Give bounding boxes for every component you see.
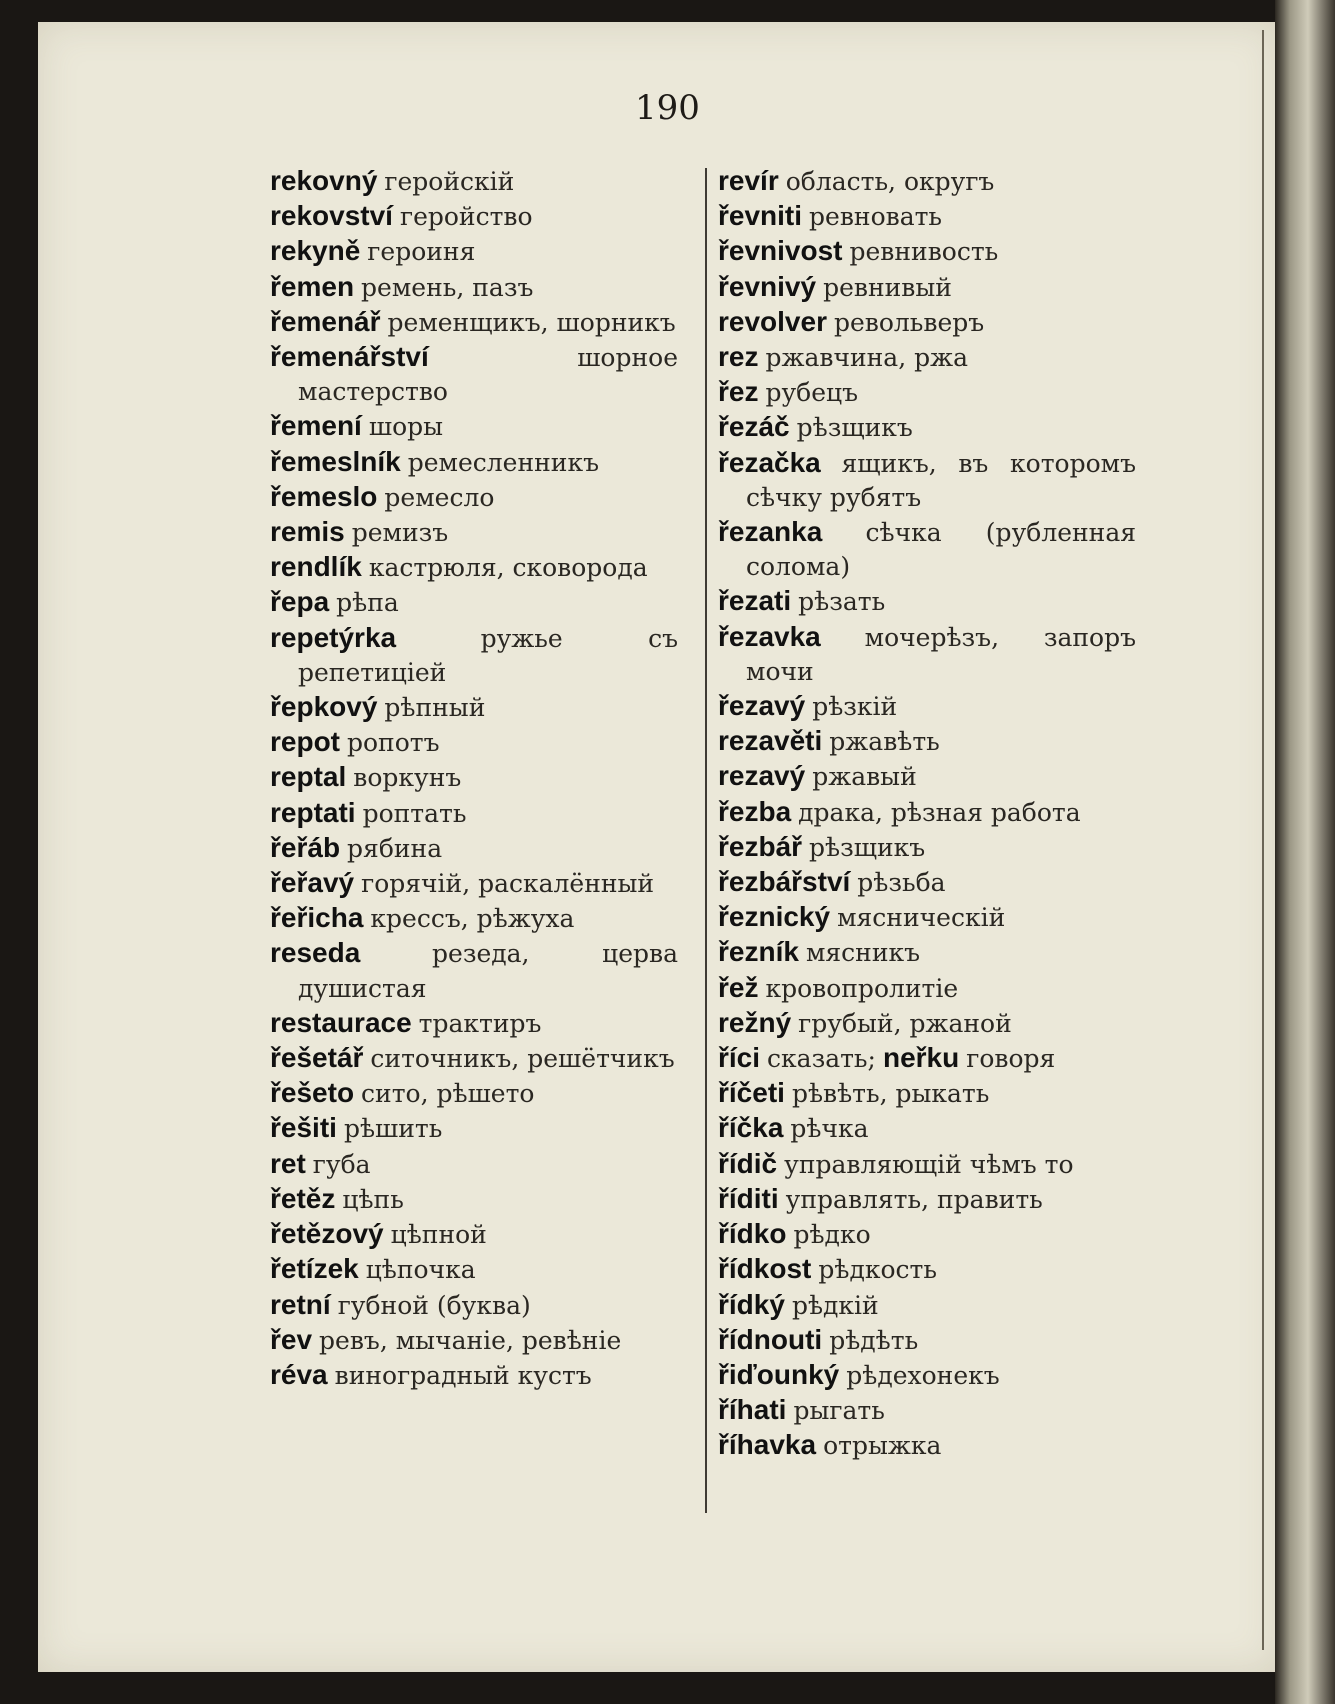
dictionary-entry (718, 446, 1136, 515)
headword: řepkový (270, 691, 378, 723)
headword: řezavý (718, 690, 806, 722)
dictionary-entry (270, 199, 678, 234)
translation: губа (312, 1149, 371, 1179)
dictionary-entry (718, 1076, 1136, 1111)
translation: рѣдѣть (829, 1325, 919, 1355)
translation: сказать; (767, 1044, 876, 1074)
translation: рѣдкій (791, 1290, 879, 1320)
headword: říhati (718, 1394, 787, 1426)
translation: трактиръ (418, 1008, 542, 1038)
translation: ремесленникъ (407, 447, 599, 477)
translation: ремизъ (351, 518, 449, 548)
dictionary-entry (270, 585, 678, 620)
headword: řemenářství (270, 341, 429, 373)
headword: řetěz (270, 1182, 336, 1214)
translation: рябина (347, 833, 443, 863)
headword: řiďounký (718, 1358, 840, 1390)
translation: ситочникъ, решётчикъ (370, 1044, 675, 1074)
translation: рѣзщикъ (796, 413, 913, 443)
headword: řezba (718, 795, 792, 827)
translation: цѣпочка (365, 1255, 476, 1285)
translation: отрыжка (823, 1431, 942, 1461)
dictionary-entry (718, 270, 1136, 305)
translation: резеда, церва душистая (298, 939, 679, 1003)
left-column (270, 164, 678, 1393)
translation: ропотъ (347, 728, 440, 758)
headword: řež (718, 971, 759, 1003)
headword: rekyně (270, 235, 361, 267)
dictionary-entry (270, 270, 678, 305)
page-number: 190 (635, 88, 700, 128)
dictionary-entry (718, 1393, 1136, 1428)
headword: řešetář (270, 1042, 364, 1074)
headword: řetízek (270, 1253, 359, 1285)
translation: рубецъ (765, 378, 859, 408)
translation: рѣчка (790, 1114, 869, 1144)
dictionary-entry (718, 1182, 1136, 1217)
translation: револьверъ (833, 307, 985, 337)
headword: rezavý (718, 760, 806, 792)
translation: виноградный кустъ (334, 1360, 592, 1390)
headword: řemeslník (270, 445, 401, 477)
headword: řepa (270, 586, 330, 618)
dictionary-entry (718, 795, 1136, 830)
translation: горячій, раскалённый (361, 869, 655, 899)
translation: сито, рѣшето (361, 1079, 535, 1109)
headword: repot (270, 726, 340, 758)
headword: říci (718, 1042, 761, 1074)
dictionary-entry (270, 1147, 678, 1182)
dictionary-entry (270, 515, 678, 550)
headword: reseda (270, 937, 361, 969)
dictionary-entry (270, 936, 678, 1005)
headword: ret (270, 1147, 306, 1179)
translation: цѣпной (390, 1220, 487, 1250)
translation: говоря (966, 1044, 1056, 1074)
dictionary-entry (270, 1288, 678, 1323)
translation: область, округъ (785, 167, 995, 196)
translation: сѣчка (рубленная солома) (746, 518, 1137, 582)
dictionary-entry (718, 1147, 1136, 1182)
translation: рѣдко (793, 1220, 871, 1250)
headword: řeřáb (270, 831, 341, 863)
dictionary-entry (270, 409, 678, 444)
translation: ружье съ репетиціей (298, 623, 678, 687)
headword: řezačka (718, 446, 821, 478)
dictionary-entry (270, 1111, 678, 1146)
column-divider (705, 168, 707, 1513)
right-column (718, 164, 1136, 1464)
headword: rekovný (270, 165, 378, 196)
translation: рѣпный (384, 693, 486, 723)
headword: řezbář (718, 830, 803, 862)
headword: říhavka (718, 1429, 817, 1461)
dictionary-entry (718, 1358, 1136, 1393)
headword: rekovství (270, 200, 393, 232)
dictionary-entry (718, 900, 1136, 935)
dictionary-entry (718, 199, 1136, 234)
dictionary-entry (718, 830, 1136, 865)
translation: геройскій (384, 167, 515, 196)
dictionary-entry (718, 1323, 1136, 1358)
dictionary-entry (270, 1252, 678, 1287)
translation: ржавчина, ржа (765, 343, 969, 373)
translation: рыгать (793, 1396, 885, 1426)
dictionary-entry (718, 515, 1136, 584)
dictionary-entry (270, 1076, 678, 1111)
translation: шоры (368, 412, 444, 442)
translation: мочерѣзъ, запоръ мочи (746, 622, 1137, 686)
dictionary-entry (718, 375, 1136, 410)
headword: rez (718, 341, 759, 373)
dictionary-entry (718, 971, 1136, 1006)
dictionary-entry (718, 759, 1136, 794)
dictionary-entry (270, 901, 678, 936)
headword: reptal (270, 761, 347, 793)
dictionary-entry (718, 340, 1136, 375)
dictionary-entry (718, 410, 1136, 445)
dictionary-entry (270, 831, 678, 866)
dictionary-entry (270, 1323, 678, 1358)
dictionary-entry (718, 1006, 1136, 1041)
translation: рѣвѣть, рыкать (791, 1079, 990, 1109)
translation: губной (буква) (337, 1290, 531, 1320)
headword: řídnouti (718, 1323, 823, 1355)
translation: героиня (367, 237, 476, 267)
headword: retní (270, 1288, 331, 1320)
translation: мясникъ (805, 938, 921, 968)
dictionary-entry (718, 584, 1136, 619)
translation: воркунъ (353, 763, 462, 793)
headword: revolver (718, 305, 827, 337)
translation: кастрюля, сковорода (368, 553, 648, 583)
dictionary-entry (718, 1288, 1136, 1323)
dictionary-entry (718, 1428, 1136, 1463)
translation: ревнивость (849, 237, 999, 267)
dictionary-entry (718, 724, 1136, 759)
headword: řev (270, 1323, 313, 1355)
translation: ременщикъ, шорникъ (387, 307, 676, 337)
translation: управляющій чѣмъ то (784, 1149, 1074, 1179)
headword: řídič (718, 1147, 778, 1179)
dictionary-entry (270, 866, 678, 901)
translation: управлять, править (785, 1184, 1043, 1214)
headword: řešeto (270, 1077, 355, 1109)
headword: řeřavý (270, 867, 355, 899)
dictionary-entry (270, 445, 678, 480)
headword: revír (718, 165, 779, 196)
translation: ржавый (812, 762, 917, 792)
translation: кровопролитіе (765, 973, 959, 1003)
translation: ремесло (384, 482, 495, 512)
dictionary-entry (270, 550, 678, 585)
headword: řevniti (718, 200, 803, 232)
dictionary-entry (270, 305, 678, 340)
headword: řemeslo (270, 480, 378, 512)
headword: řešiti (270, 1112, 337, 1144)
translation: рѣзкій (812, 692, 898, 722)
headword: rezavěti (718, 725, 823, 757)
translation: цѣпь (342, 1184, 404, 1214)
translation: рѣдкость (818, 1255, 937, 1285)
dictionary-entry (270, 1358, 678, 1393)
dictionary-entry (270, 796, 678, 831)
dictionary-entry (270, 1217, 678, 1252)
dictionary-entry (270, 621, 678, 690)
headword: řezavka (718, 620, 821, 652)
headword: řemen (270, 270, 355, 302)
translation: рѣпа (336, 588, 399, 618)
dictionary-entry (718, 164, 1136, 199)
dictionary-entry (718, 1217, 1136, 1252)
translation: геройство (399, 202, 533, 232)
translation: роптать (362, 798, 467, 828)
dictionary-entry (270, 1182, 678, 1217)
headword: režný (718, 1006, 792, 1038)
headword: řemení (270, 410, 362, 442)
headword: řez (718, 376, 759, 408)
dictionary-entry (270, 340, 678, 409)
translation: рѣзать (798, 587, 886, 617)
headword: řetězový (270, 1218, 384, 1250)
dictionary-entry (270, 234, 678, 269)
headword: remis (270, 516, 345, 548)
headword: řezáč (718, 411, 790, 443)
translation: рѣзьба (857, 868, 946, 898)
translation: грубый, ржаной (798, 1008, 1012, 1038)
dictionary-entry (718, 689, 1136, 724)
headword: říčka (718, 1112, 784, 1144)
headword: řemenář (270, 305, 381, 337)
dictionary-entry (718, 234, 1136, 269)
translation: крессъ, рѣжуха (370, 904, 575, 934)
translation: драка, рѣзная работа (798, 797, 1081, 827)
headword: réva (270, 1358, 328, 1390)
gutter-line (1262, 30, 1264, 1650)
headword: restaurace (270, 1006, 412, 1038)
translation: ремень, пазъ (361, 272, 534, 302)
dictionary-entry (718, 935, 1136, 970)
headword: řevnivost (718, 235, 843, 267)
book-spine (1275, 0, 1335, 1704)
headword: řídký (718, 1288, 785, 1320)
translation: ящикъ, въ которомъ сѣчку рубятъ (746, 448, 1136, 512)
translation: рѣзщикъ (809, 832, 926, 862)
headword: reptati (270, 796, 356, 828)
translation: ревнивый (823, 272, 952, 302)
dictionary-entry (270, 480, 678, 515)
dictionary-entry (270, 725, 678, 760)
headword: říčeti (718, 1077, 785, 1109)
translation: мясническій (837, 903, 1006, 933)
dictionary-entry (718, 865, 1136, 900)
translation: шорное мастерство (298, 343, 678, 407)
headword: řídkost (718, 1253, 812, 1285)
headword: neřku (882, 1042, 960, 1074)
dictionary-entry (270, 690, 678, 725)
dictionary-entry (718, 1041, 1136, 1076)
dictionary-entry (718, 1111, 1136, 1146)
dictionary-entry (718, 305, 1136, 340)
dictionary-entry (718, 1252, 1136, 1287)
dictionary-entry (270, 1041, 678, 1076)
headword: řezati (718, 585, 792, 617)
dictionary-entry (718, 620, 1136, 689)
dictionary-entry (270, 164, 678, 199)
translation: ржавѣть (829, 727, 940, 757)
headword: řezbářství (718, 866, 851, 898)
headword: repetýrka (270, 621, 397, 653)
headword: řevnivý (718, 270, 817, 302)
headword: řezanka (718, 516, 823, 548)
headword: řeznický (718, 901, 831, 933)
headword: rendlík (270, 551, 362, 583)
dictionary-entry (270, 760, 678, 795)
translation: ревновать (809, 202, 943, 232)
headword: řeřicha (270, 902, 364, 934)
translation: рѣдехонекъ (846, 1360, 1000, 1390)
headword: řezník (718, 936, 799, 968)
headword: říditi (718, 1182, 779, 1214)
dictionary-entry (270, 1006, 678, 1041)
headword: řídko (718, 1218, 787, 1250)
translation: ревъ, мычаніе, ревѣніе (319, 1325, 622, 1355)
translation: рѣшить (343, 1114, 443, 1144)
